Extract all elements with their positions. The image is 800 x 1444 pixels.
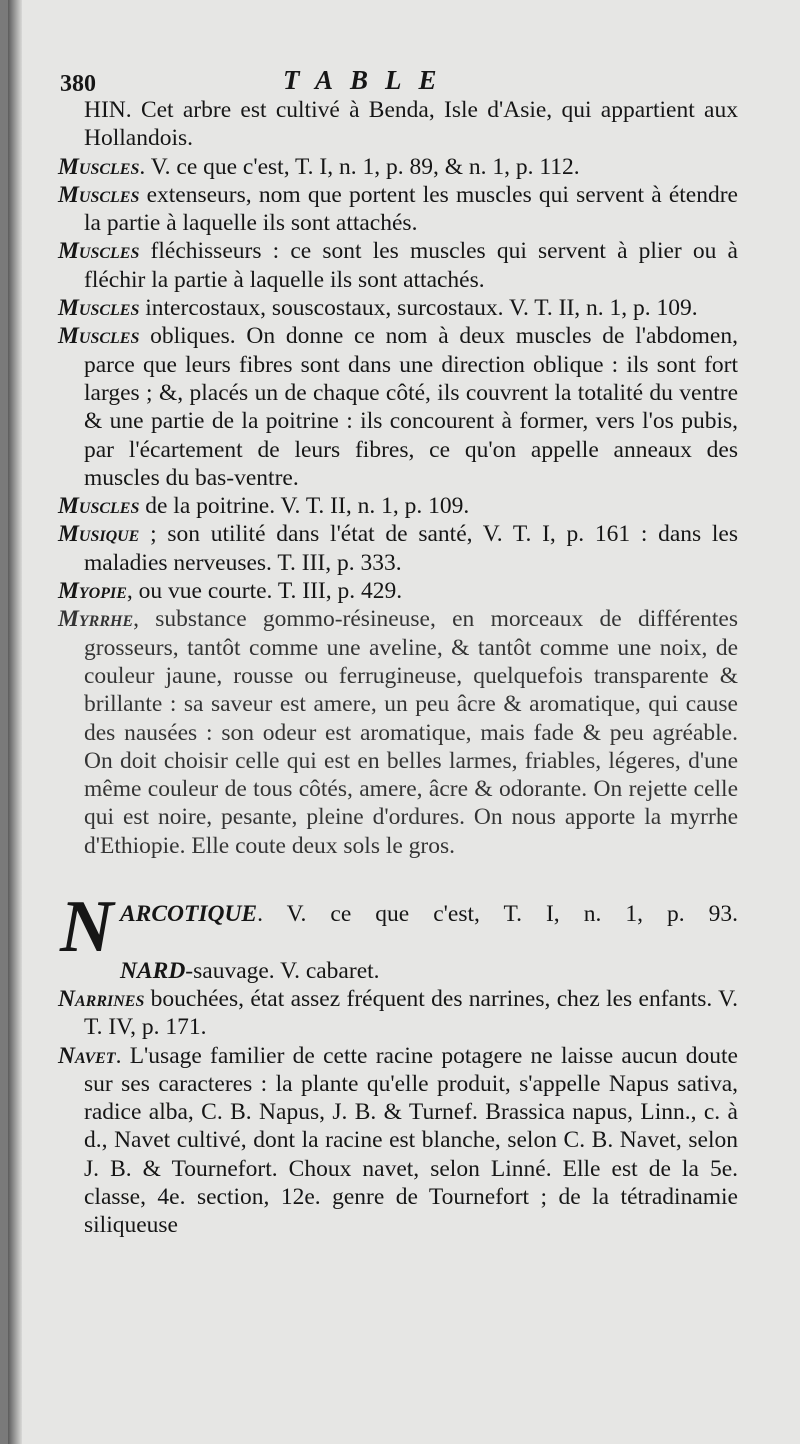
- entry-text: de la poitrine. V. T. II, n. 1, p. 109.: [139, 493, 470, 520]
- entry-headword: ARCOTIQUE: [120, 901, 258, 928]
- entry-text: . L'usage familier de cette racine potagere ne laisse aucun doute sur ses caracteres : la plante qu'elle produit, s'appelle Napus sativa, radice alba, C. B. Napus, J. B. & Turnef. Brassica napus, Linn., c. à d., Navet cultivé, dont la racine est blanche, selon C. B. Navet, selon J. B. & Tournefort. Choux navet, selon Linné. Elle est de la 5e. classe, 4e. section, 12e. genre de Tournefort ; de la tétradinamie siliqueuse: [84, 1042, 738, 1239]
- entry-headword: Myrrhe: [58, 606, 134, 633]
- index-entry-muscles-extenseurs: [58, 181, 738, 238]
- entry-text: , substance gommo-résineuse, en morceaux de différentes grosseurs, tantôt comme une aveline, & tantôt comme une noix, de couleur jaune, rousse ou ferrugineuse, quelquefois transparente & brillante : sa saveur est amere, un peu âcre & aromatique, qui cause des nausées : son odeur est aromatique, mais fade & peu agréable. On doit choisir celle qui est en belles larmes, friables, légeres, d'une même couleur de tous côtés, amere, âcre & odorante. On rejette celle qui est noire, pesante, pleine d'ordures. On nous apporte la myrrhe d'Ethiopie. Elle coute deux sols le gros.: [84, 606, 738, 859]
- entry-headword: Muscles: [58, 295, 140, 322]
- page-number: 380: [60, 71, 96, 97]
- entry-text: , ou vue courte. T. III, p. 429.: [126, 578, 403, 605]
- entry-text: obliques. On donne ce nom à deux muscles de l'abdomen, parce que leurs fibres sont dans une direction oblique : ils sont fort larges ; &, placés un de chaque côté, ils couvrent la totalité du ventre & une partie de la poitrine : ils concourent à former, vers l'os pubis, par l'écartement de leurs fibres, ce qu'on appelle anneaux des muscles du bas-ventre.: [84, 323, 738, 491]
- entry-headword: Muscles: [58, 238, 140, 265]
- entry-headword: NARD: [120, 957, 186, 984]
- entry-headword: Musique: [58, 521, 140, 548]
- page-text: [58, 66, 738, 1240]
- entry-text: bouchées, état assez fréquent des narrines, chez les enfants. V. T. IV, p. 171.: [84, 985, 738, 1041]
- entry-continuation: HIN. Cet arbre est cultivé à Benda, Isle d'Asie, qui appartient aux Hollandois.: [84, 97, 738, 152]
- entry-text: intercostaux, souscostaux, surcostaux. V. T. II, n. 1, p. 109.: [139, 295, 698, 322]
- index-entry-navet: [58, 1042, 738, 1240]
- page-header: [58, 66, 738, 96]
- drop-capital: N: [60, 886, 114, 969]
- entry-headword: Narrines: [58, 985, 145, 1012]
- index-entry-myrrhe: [58, 605, 738, 860]
- entry-text: fléchisseurs : ce sont les muscles qui servent à plier ou à fléchir la partie à laquelle ils sont attachés.: [84, 238, 738, 293]
- index-entry-muscles-poitrine: [58, 492, 738, 520]
- index-entry-narcotique: [120, 900, 738, 957]
- index-entry-muscles-obliques: [58, 322, 738, 492]
- entry-text: . V. ce que c'est, T. I, n. 1, p. 89, & n. 1, p. 112.: [139, 153, 580, 180]
- entry-text: . V. ce que c'est, T. I, n. 1, p. 93.: [257, 901, 738, 928]
- section-gap: [58, 860, 738, 900]
- entry-text: ; son utilité dans l'état de santé, V. T. I, p. 161 : dans les maladies nerveuses. T. III, p. 333.: [84, 521, 738, 576]
- index-entry-musique: [58, 520, 738, 577]
- entry-text: -sauvage. V. cabaret.: [185, 957, 380, 984]
- entry-headword: Muscles: [58, 181, 140, 208]
- page-gutter-shadow: [8, 0, 22, 1444]
- entry-headword: Muscles: [58, 153, 140, 180]
- running-title: TABLE: [283, 65, 454, 95]
- index-entry-nard-sauvage: [120, 958, 380, 984]
- entry-text: extenseurs, nom que portent les muscles qui servent à étendre la partie à laquelle ils sont attachés.: [84, 181, 738, 237]
- entry-headword: Navet: [58, 1042, 116, 1069]
- index-entry-muscles-flechisseurs: [58, 237, 738, 294]
- entry-headword: Muscles: [58, 493, 140, 520]
- entry-headword: Muscles: [58, 323, 140, 350]
- section-n-opening: [58, 886, 738, 985]
- index-entry-myopie: [58, 577, 738, 605]
- index-entry-narrines: [58, 985, 738, 1042]
- book-page: [8, 0, 800, 1444]
- index-entry-muscles-intercostaux: [58, 294, 738, 322]
- entry-headword: Myopie: [58, 578, 127, 605]
- index-entry-muscles: [58, 153, 738, 181]
